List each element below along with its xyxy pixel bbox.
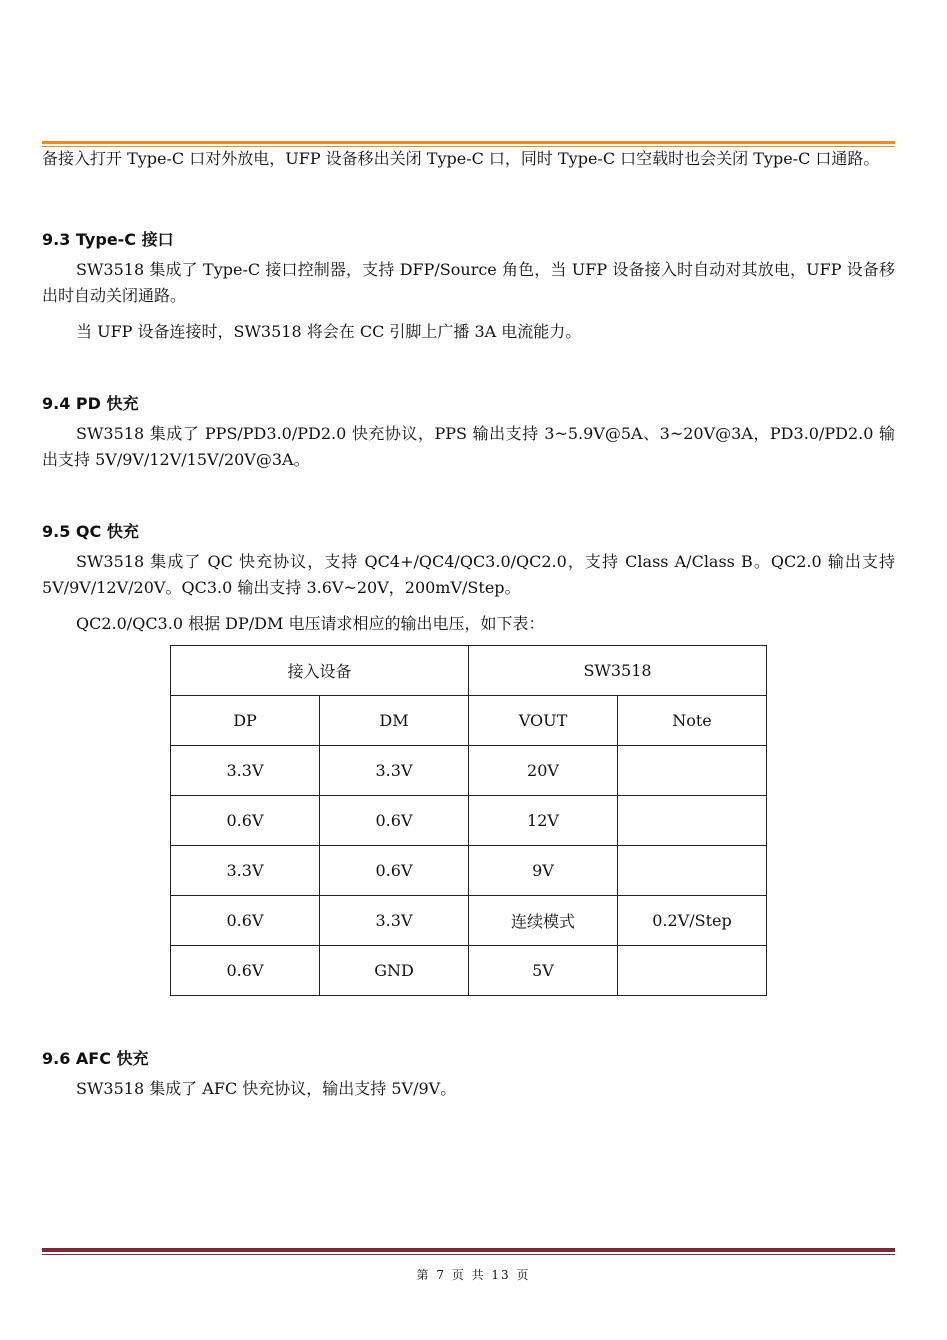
table-cell [618,796,767,846]
table-cell [618,946,767,996]
section-heading-9-3: 9.3 Type-C 接口 [42,230,174,249]
paragraph-9-3-2: 当 UFP 设备连接时，SW3518 将会在 CC 引脚上广播 3A 电流能力。 [76,322,582,341]
table-cell [618,846,767,896]
table-cell: 20V [469,746,618,796]
table-cell: 连续模式 [469,896,618,946]
section-heading-9-6: 9.6 AFC 快充 [42,1049,149,1068]
table-cell: 3.3V [171,846,320,896]
table-row [171,796,767,846]
table-group-header-row [171,646,767,696]
table-cell: 0.2V/Step [618,896,767,946]
paragraph-9-6-1: SW3518 集成了 AFC 快充协议，输出支持 5V/9V。 [76,1079,457,1098]
table-cell: 9V [469,846,618,896]
table-cell [618,746,767,796]
paragraph-9-4-1: SW3518 集成了 PPS/PD3.0/PD2.0 快充协议，PPS 输出支持 3~5.9V@5A、3~20V@3A，PD3.0/PD2.0 输出支持 5V/9V/12V/15V/20V@3A。 [42,424,895,469]
table-cell: 0.6V [171,896,320,946]
section-heading-9-4: 9.4 PD 快充 [42,394,139,413]
footer-rule [42,1248,895,1255]
table-cell: 0.6V [171,946,320,996]
table-row [171,746,767,796]
table-cell: 0.6V [320,846,469,896]
table-header-cell: Note [618,696,767,746]
table-row [171,946,767,996]
table-cell: GND [320,946,469,996]
paragraph-9-3-1: SW3518 集成了 Type-C 接口控制器，支持 DFP/Source 角色，当 UFP 设备接入时自动对其放电，UFP 设备移出时自动关闭通路。 [42,260,895,305]
table-cell: 3.3V [320,746,469,796]
page-number-footer: 第 7 页 共 13 页 [416,1268,531,1282]
table-group-header: 接入设备 [171,646,469,696]
table-row [171,846,767,896]
table-cell: 0.6V [320,796,469,846]
paragraph-9-5-2: QC2.0/QC3.0 根据 DP/DM 电压请求相应的输出电压，如下表： [76,614,545,633]
table-row [171,896,767,946]
table-cell: 5V [469,946,618,996]
continuation-paragraph: 备接入打开 Type-C 口对外放电，UFP 设备移出关闭 Type-C 口，同时 Type-C 口空载时也会关闭 Type-C 口通路。 [42,149,880,168]
table-header-cell: VOUT [469,696,618,746]
table-cell: 3.3V [171,746,320,796]
table-cell: 0.6V [171,796,320,846]
table-header-cell: DM [320,696,469,746]
paragraph-9-5-1: SW3518 集成了 QC 快充协议，支持 QC4+/QC4/QC3.0/QC2.0，支持 Class A/Class B。QC2.0 输出支持 5V/9V/12V/20V。QC3.0 输出支持 3.6V~20V，200mV/Step。 [42,552,895,597]
table-header-row [171,696,767,746]
table-cell: 12V [469,796,618,846]
section-heading-9-5: 9.5 QC 快充 [42,522,139,541]
table-header-cell: DP [171,696,320,746]
qc-voltage-table [170,645,767,996]
table-group-header: SW3518 [469,646,767,696]
page-content [42,146,895,1102]
table-cell: 3.3V [320,896,469,946]
